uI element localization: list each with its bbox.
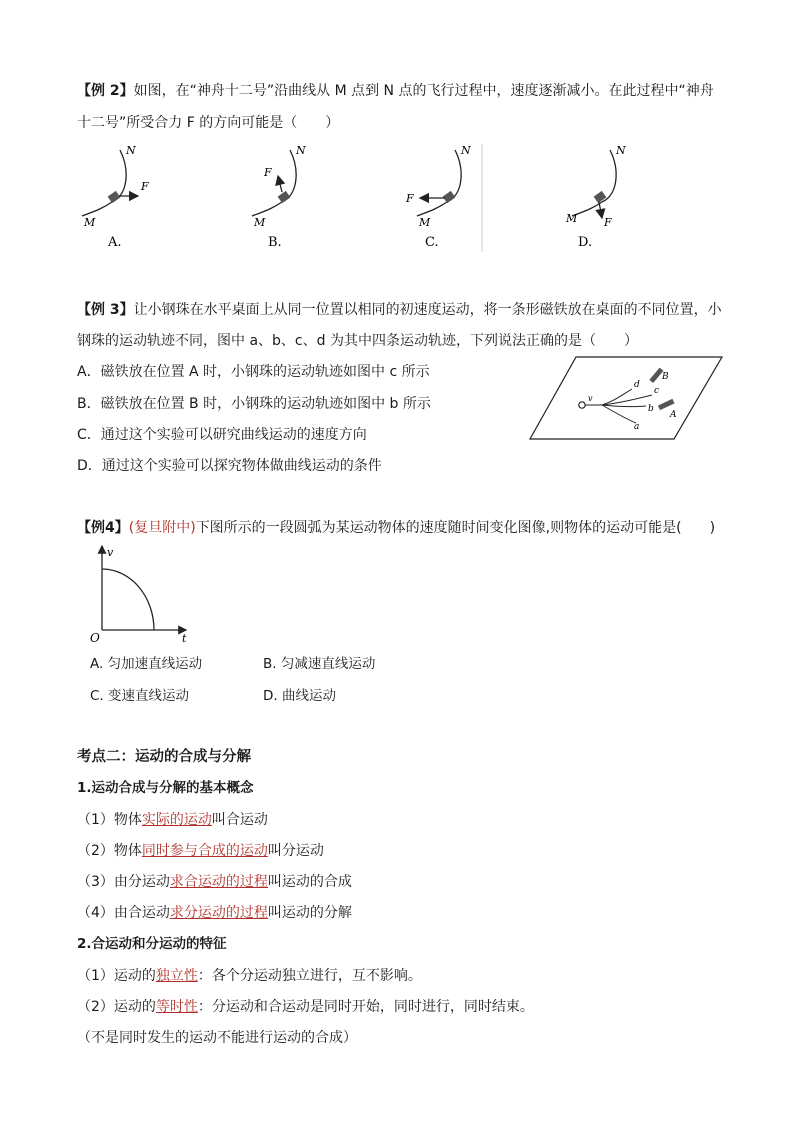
example-2-line-1 [77, 81, 714, 101]
concept-item-prefix: （4）由合运动 [77, 905, 170, 921]
example-4-option-d: D. 曲线运动 [263, 688, 336, 704]
concept-item-prefix: （1）物体 [77, 812, 142, 828]
steel-ball [579, 402, 585, 408]
concept-item-2 [77, 841, 324, 861]
trajectory-b [602, 405, 646, 407]
label-m: M [419, 216, 431, 229]
trajectory-c [602, 395, 652, 405]
label-c: c [654, 386, 660, 396]
magnet-a [658, 399, 675, 410]
spacecraft-block [278, 191, 291, 203]
label-v: v [588, 394, 593, 403]
velocity-arc [102, 569, 154, 630]
axis-label-v: v [107, 546, 114, 559]
example-3-tag: 【例 3】 [77, 302, 134, 318]
example-2-figures [70, 140, 650, 260]
example-4-line [77, 518, 715, 538]
concept-item-key: 同时参与合成的运动 [141, 843, 268, 859]
example-2-question-line-2: 十二号”所受合力 F 的方向可能是（ ） [77, 115, 340, 131]
label-m: M [254, 216, 266, 229]
concept-item-key: 实际的运动 [141, 812, 212, 828]
concept-item-4 [77, 903, 352, 923]
figure-a [82, 144, 149, 250]
example-4-option-c: C. 变速直线运动 [90, 688, 190, 704]
label-n: N [616, 144, 626, 157]
figure-b [252, 144, 306, 250]
figure-c [405, 144, 471, 250]
concept-item-suffix: 叫运动的合成 [267, 874, 352, 890]
example-3-option-c: C．通过这个实验可以研究曲线运动的速度方向 [77, 427, 367, 443]
label-n: N [296, 144, 306, 157]
feature-item-prefix: （2）运动的 [77, 999, 156, 1015]
label-m: M [566, 212, 578, 225]
example-3-question-line-2: 钢珠的运动轨迹不同，图中 a、b、c、d 为其中四条运动轨迹，下列说法正确的是（ ） [77, 333, 638, 349]
concept-item-key: 求合运动的过程 [169, 874, 268, 890]
feature-item-suffix: ：各个分运动独立进行，互不影响。 [197, 968, 422, 984]
concept-item-suffix: 叫分运动 [267, 843, 324, 859]
spacecraft-block [443, 191, 456, 203]
section-2-subheading-1: 1.运动合成与分解的基本概念 [77, 780, 254, 796]
label-magnet-b: B [662, 372, 669, 382]
label-n: N [126, 144, 136, 157]
feature-item-prefix: （1）运动的 [77, 968, 156, 984]
example-2-question-line-1: 如图，在“神舟十二号”沿曲线从 M 点到 N 点的飞行过程中，速度逐渐减小。在此过程中“神舟 [133, 83, 714, 99]
label-f: F [264, 166, 272, 179]
force-arrow [599, 202, 602, 218]
option-letter: C. [425, 235, 439, 250]
option-letter: D. [578, 235, 593, 250]
example-4-option-b: B. 匀减速直线运动 [263, 656, 376, 672]
concept-item-1 [77, 810, 268, 830]
figure-d [565, 144, 626, 250]
feature-item-2 [77, 997, 534, 1017]
trajectory-curve [572, 150, 616, 216]
trajectory-curve [82, 150, 126, 216]
example-4-question: 下图所示的一段圆弧为某运动物体的速度随时间变化图像,则物体的运动可能是( ) [195, 520, 716, 536]
option-letter: B. [268, 235, 282, 250]
concept-item-suffix: 叫运动的分解 [267, 905, 352, 921]
feature-item-key: 等时性 [155, 999, 198, 1015]
label-d: d [634, 380, 640, 390]
force-arrow [278, 176, 282, 192]
trajectory-a [602, 405, 636, 423]
label-m: M [84, 216, 96, 229]
label-f: F [604, 216, 612, 229]
example-3-option-b: B．磁铁放在位置 B 时，小钢珠的运动轨迹如图中 b 所示 [77, 396, 431, 412]
example-3-question-line-1: 让小钢珠在水平桌面上从同一位置以相同的初速度运动，将一条形磁铁放在桌面的不同位置，小 [133, 302, 722, 318]
concept-item-3 [77, 872, 352, 892]
section-2-note: （不是同时发生的运动不能进行运动的合成） [77, 1030, 357, 1046]
trajectory-curve [252, 150, 296, 216]
example-3-figure [528, 355, 724, 441]
label-a: a [634, 422, 640, 432]
example-4-source: (复旦附中) [128, 520, 196, 536]
axis-label-t: t [182, 632, 187, 644]
table-surface [530, 357, 722, 439]
feature-item-key: 独立性 [155, 968, 198, 984]
label-n: N [461, 144, 471, 157]
example-3-option-a: A．磁铁放在位置 A 时，小钢珠的运动轨迹如图中 c 所示 [77, 364, 430, 380]
label-b: b [648, 404, 654, 414]
concept-item-prefix: （2）物体 [77, 843, 142, 859]
section-2-subheading-2: 2.合运动和分运动的特征 [77, 936, 227, 952]
trajectory-curve [417, 150, 461, 216]
feature-item-suffix: ：分运动和合运动是同时开始，同时进行，同时结束。 [197, 999, 534, 1015]
example-2-tag: 【例 2】 [77, 83, 134, 99]
label-f: F [141, 180, 149, 193]
label-f: F [406, 192, 414, 205]
example-4-tag: 【例4】 [77, 520, 129, 536]
example-4-option-a: A. 匀加速直线运动 [90, 656, 203, 672]
origin-label: O [90, 631, 100, 644]
label-magnet-a: A [670, 410, 677, 420]
concept-item-prefix: （3）由分运动 [77, 874, 170, 890]
feature-item-1 [77, 966, 422, 986]
example-3-line-1 [77, 300, 722, 320]
option-letter: A. [108, 235, 122, 250]
section-2-title: 考点二：运动的合成与分解 [77, 749, 251, 765]
spacecraft-block [108, 191, 121, 203]
concept-item-suffix: 叫合运动 [211, 812, 268, 828]
concept-item-key: 求分运动的过程 [169, 905, 268, 921]
example-3-option-d: D．通过这个实验可以探究物体做曲线运动的条件 [77, 458, 382, 474]
example-4-graph [88, 542, 198, 644]
